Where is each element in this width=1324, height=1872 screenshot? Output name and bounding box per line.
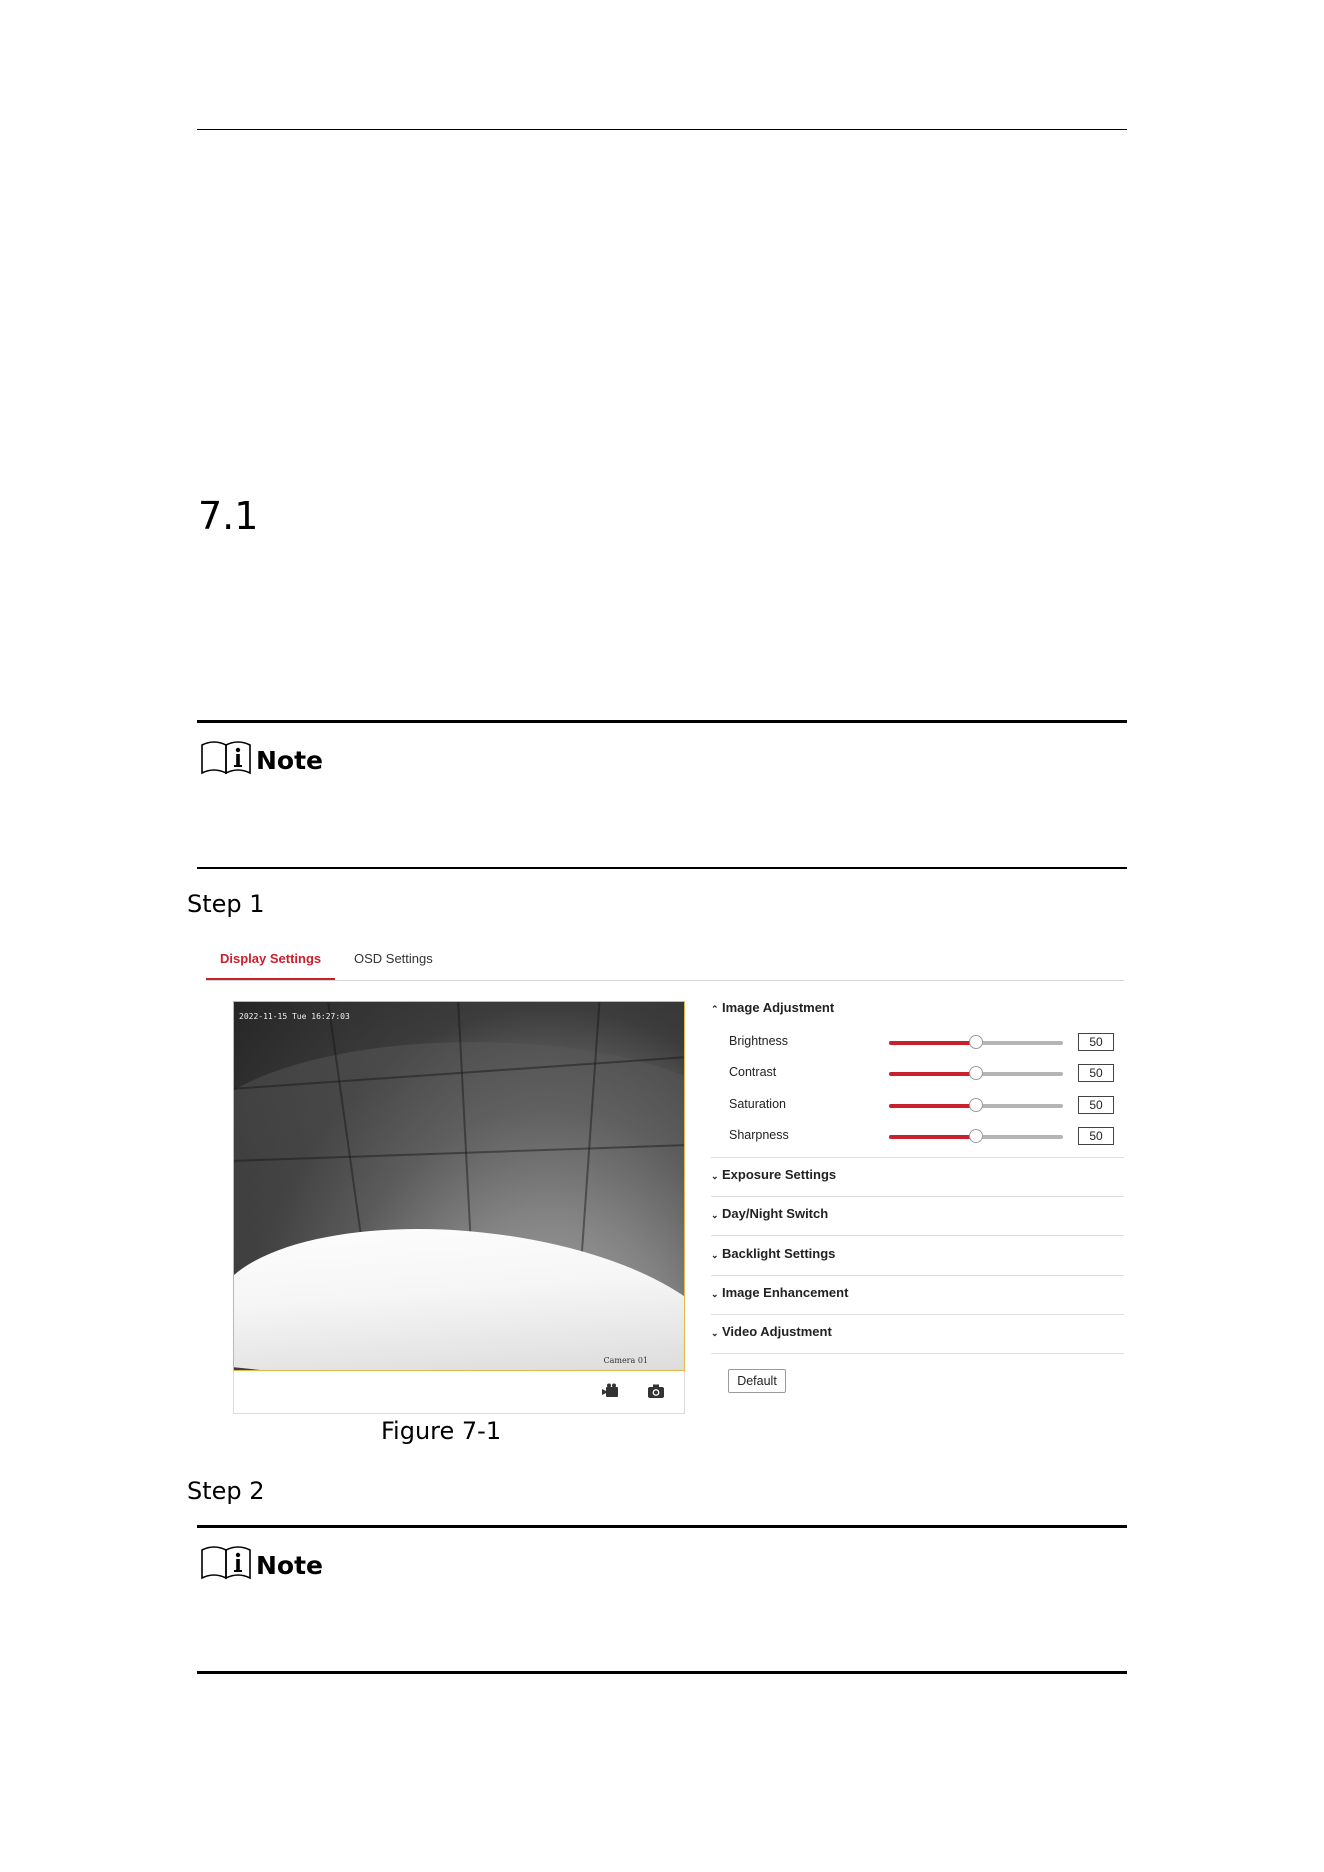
slider-row-saturation (729, 1094, 1124, 1116)
section-divider (711, 1353, 1124, 1354)
section-image-adjustment[interactable]: ⌃ Image Adjustment (711, 1000, 835, 1015)
step-2-label: Step 2 (187, 1477, 265, 1505)
slider-label: Saturation (729, 1097, 786, 1111)
step-1-label: Step 1 (187, 890, 265, 918)
section-number: 7.1 (198, 494, 259, 538)
slider-row-contrast (729, 1062, 1124, 1084)
note-label: Note (256, 1551, 324, 1580)
chevron-down-icon: ⌄ (711, 1289, 719, 1299)
note-block-1 (200, 739, 323, 775)
section-day-night-switch[interactable]: ⌄ Day/Night Switch (711, 1206, 829, 1221)
note-bottom-rule (197, 1671, 1127, 1674)
slider-thumb[interactable] (969, 1098, 983, 1112)
info-book-icon (200, 1544, 256, 1580)
section-video-adjustment[interactable]: ⌄ Video Adjustment (711, 1324, 832, 1339)
slider-label: Brightness (729, 1034, 789, 1048)
live-video-preview (233, 1001, 685, 1371)
note-top-rule (197, 720, 1127, 723)
section-divider (711, 1314, 1124, 1315)
slider-row-sharpness (729, 1125, 1124, 1147)
tab-osd-settings[interactable]: OSD Settings (354, 951, 433, 966)
section-image-enhancement[interactable]: ⌄ Image Enhancement (711, 1285, 849, 1300)
tab-display-settings[interactable]: Display Settings (206, 938, 335, 980)
header-rule (197, 129, 1127, 130)
tab-bar (206, 938, 1124, 981)
figure-caption: Figure 7-1 (381, 1417, 502, 1445)
slider-row-brightness (729, 1031, 1124, 1053)
chevron-down-icon: ⌄ (711, 1328, 719, 1338)
default-button[interactable]: Default (728, 1369, 786, 1393)
sharpness-slider[interactable] (889, 1135, 1063, 1139)
slider-thumb[interactable] (969, 1129, 983, 1143)
info-book-icon (200, 739, 256, 775)
note-bottom-rule (197, 867, 1127, 869)
contrast-slider[interactable] (889, 1072, 1063, 1076)
slider-thumb[interactable] (969, 1066, 983, 1080)
slider-label: Sharpness (729, 1128, 789, 1142)
slider-label: Contrast (729, 1065, 777, 1079)
note-block-2 (200, 1544, 323, 1580)
chevron-down-icon: ⌄ (711, 1250, 719, 1260)
osd-timestamp: 2022-11-15 Tue 16:27:03 (239, 1012, 350, 1021)
contrast-value-field[interactable]: 50 (1078, 1064, 1114, 1082)
section-divider (711, 1275, 1124, 1276)
section-divider (711, 1196, 1124, 1197)
section-exposure-settings[interactable]: ⌄ Exposure Settings (711, 1167, 837, 1182)
section-divider (711, 1157, 1124, 1158)
brightness-value-field[interactable]: 50 (1078, 1033, 1114, 1051)
note-top-rule (197, 1525, 1127, 1528)
slider-thumb[interactable] (969, 1035, 983, 1049)
camera-capture-icon[interactable] (647, 1383, 665, 1404)
saturation-slider[interactable] (889, 1104, 1063, 1108)
video-toolbar (233, 1371, 685, 1414)
sharpness-value-field[interactable]: 50 (1078, 1127, 1114, 1145)
saturation-value-field[interactable]: 50 (1078, 1096, 1114, 1114)
chevron-down-icon: ⌄ (711, 1210, 719, 1220)
osd-camera-name: Camera 01 (603, 1356, 648, 1365)
section-divider (711, 1235, 1124, 1236)
chevron-up-icon: ⌃ (711, 1004, 719, 1014)
section-backlight-settings[interactable]: ⌄ Backlight Settings (711, 1246, 836, 1261)
note-label: Note (256, 746, 324, 775)
brightness-slider[interactable] (889, 1041, 1063, 1045)
chevron-down-icon: ⌄ (711, 1171, 719, 1181)
video-record-icon[interactable] (601, 1383, 619, 1404)
